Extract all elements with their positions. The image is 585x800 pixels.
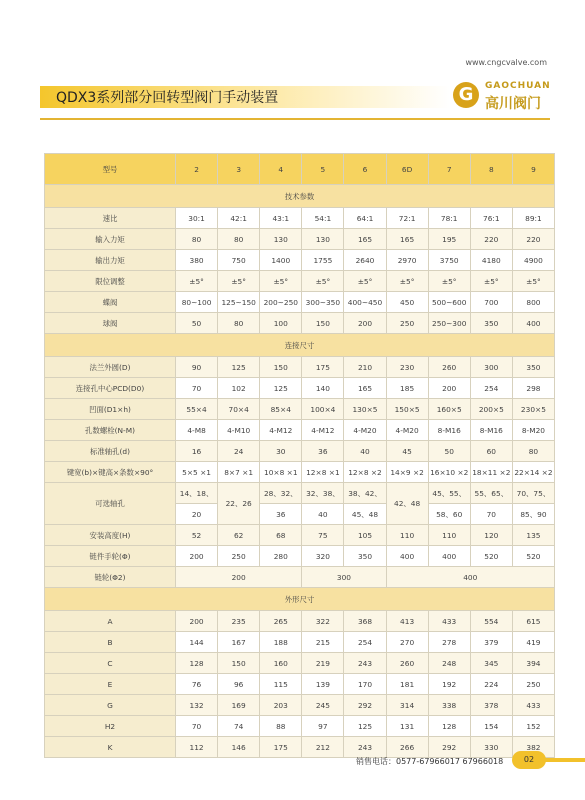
table-cell: 8-M20 (512, 420, 554, 441)
column-header: 5 (302, 154, 344, 185)
table-cell: 45 (386, 441, 428, 462)
table-cell: 4-M12 (260, 420, 302, 441)
table-cell: 200 (344, 313, 386, 334)
table-cell: 2970 (386, 250, 428, 271)
table-cell: 2640 (344, 250, 386, 271)
table-cell: 254 (470, 378, 512, 399)
table-cell: 400 (428, 546, 470, 567)
table-cell: 30 (260, 441, 302, 462)
table-cell: 28、32、 (260, 483, 302, 504)
table-cell: 12×8 ×2 (344, 462, 386, 483)
table-cell: ±5° (512, 271, 554, 292)
table-row (45, 154, 555, 185)
table-cell: 60 (470, 441, 512, 462)
table-cell: 130 (302, 229, 344, 250)
table-cell: 90 (176, 357, 218, 378)
table-cell: 32、38、 (302, 483, 344, 504)
table-cell: 165 (344, 378, 386, 399)
row-label: E (45, 674, 176, 695)
table-cell: 167 (218, 632, 260, 653)
table-cell: 260 (386, 653, 428, 674)
row-label: 可选轴孔 (45, 483, 176, 525)
table-cell: 378 (470, 695, 512, 716)
row-label: 链轮(Φ2) (45, 567, 176, 588)
table-cell: 102 (218, 378, 260, 399)
table-cell: 200 (176, 611, 218, 632)
divider (40, 118, 550, 120)
table-cell: 55、65、 (470, 483, 512, 504)
table-cell: 52 (176, 525, 218, 546)
table-cell: 42:1 (218, 208, 260, 229)
table-cell: 170 (344, 674, 386, 695)
table-cell: 140 (302, 378, 344, 399)
table-cell: 160×5 (428, 399, 470, 420)
table-row (45, 399, 555, 420)
column-header: 6 (344, 154, 386, 185)
table-cell: 300 (302, 567, 386, 588)
table-cell: 300~350 (302, 292, 344, 313)
table-row (45, 588, 555, 611)
row-label: C (45, 653, 176, 674)
table-row (45, 653, 555, 674)
table-cell: 175 (302, 357, 344, 378)
table-cell: 89:1 (512, 208, 554, 229)
table-cell: 45、48 (344, 504, 386, 525)
table-cell: 128 (176, 653, 218, 674)
table-cell: 4-M8 (176, 420, 218, 441)
table-cell: 68 (260, 525, 302, 546)
table-cell: 22×14 ×2 (512, 462, 554, 483)
column-header-model: 型号 (45, 154, 176, 185)
table-cell: 40 (344, 441, 386, 462)
table-cell: 254 (344, 632, 386, 653)
table-cell: 8-M16 (428, 420, 470, 441)
table-cell: 88 (260, 716, 302, 737)
table-cell: 100×4 (302, 399, 344, 420)
table-cell: 248 (428, 653, 470, 674)
table-cell: ±5° (218, 271, 260, 292)
row-label: 链件手轮(Φ) (45, 546, 176, 567)
table-cell: 74 (218, 716, 260, 737)
table-cell: ±5° (176, 271, 218, 292)
table-cell: 4-M20 (344, 420, 386, 441)
table-cell: 144 (176, 632, 218, 653)
table-cell: 14×9 ×2 (386, 462, 428, 483)
table-cell: 4-M12 (302, 420, 344, 441)
spec-table (44, 153, 555, 758)
table-cell: 125~150 (218, 292, 260, 313)
row-label: 安装高度(H) (45, 525, 176, 546)
table-cell: 250~300 (428, 313, 470, 334)
table-row (45, 525, 555, 546)
table-cell: 243 (344, 737, 386, 758)
table-row (45, 483, 555, 504)
table-cell: ±5° (302, 271, 344, 292)
table-cell: 58、60 (428, 504, 470, 525)
table-cell: 278 (428, 632, 470, 653)
table-cell: 62 (218, 525, 260, 546)
row-label: 标准轴孔(d) (45, 441, 176, 462)
table-cell: 20 (176, 504, 218, 525)
table-cell: 80 (512, 441, 554, 462)
table-cell: 4180 (470, 250, 512, 271)
table-cell: 24 (218, 441, 260, 462)
table-row (45, 462, 555, 483)
table-cell: 125 (218, 357, 260, 378)
table-cell: ±5° (344, 271, 386, 292)
table-cell: 76 (176, 674, 218, 695)
table-cell: 70、75、 (512, 483, 554, 504)
table-cell: 419 (512, 632, 554, 653)
table-cell: 181 (386, 674, 428, 695)
table-cell: 500~600 (428, 292, 470, 313)
row-label: H2 (45, 716, 176, 737)
table-row (45, 357, 555, 378)
table-cell: 298 (512, 378, 554, 399)
table-cell: 150 (302, 313, 344, 334)
table-cell: 520 (470, 546, 512, 567)
table-cell: 320 (302, 546, 344, 567)
table-cell: 400 (386, 567, 554, 588)
table-cell: 40 (302, 504, 344, 525)
table-cell: 250 (218, 546, 260, 567)
table-cell: 22、26 (218, 483, 260, 525)
table-cell: ±5° (428, 271, 470, 292)
table-cell: 70 (176, 378, 218, 399)
table-cell: 200~250 (260, 292, 302, 313)
table-cell: 380 (176, 250, 218, 271)
table-row (45, 674, 555, 695)
table-cell: 152 (512, 716, 554, 737)
column-header: 2 (176, 154, 218, 185)
column-header: 6D (386, 154, 428, 185)
table-cell: 433 (428, 611, 470, 632)
table-cell: 45、55、 (428, 483, 470, 504)
table-cell: 750 (218, 250, 260, 271)
table-cell: 150 (218, 653, 260, 674)
page-number: 02 (512, 751, 546, 769)
row-label: 键宽(b)×键高×条数×90° (45, 462, 176, 483)
table-cell: 96 (218, 674, 260, 695)
table-cell: 70 (470, 504, 512, 525)
table-cell: 219 (302, 653, 344, 674)
table-row (45, 632, 555, 653)
table-cell: 165 (344, 229, 386, 250)
table-cell: 36 (260, 504, 302, 525)
table-cell: 125 (344, 716, 386, 737)
table-cell: 292 (344, 695, 386, 716)
table-cell: 350 (512, 357, 554, 378)
table-cell: 300 (470, 357, 512, 378)
table-row (45, 313, 555, 334)
table-cell: 5×5 ×1 (176, 462, 218, 483)
table-cell: 314 (386, 695, 428, 716)
table-cell: 379 (470, 632, 512, 653)
table-row (45, 229, 555, 250)
table-cell: 243 (344, 653, 386, 674)
row-label: 球阀 (45, 313, 176, 334)
table-cell: 160 (260, 653, 302, 674)
table-cell: 125 (260, 378, 302, 399)
brand-logo (449, 78, 559, 114)
table-cell: 131 (386, 716, 428, 737)
footer-bar (545, 758, 585, 762)
table-cell: 110 (428, 525, 470, 546)
table-cell: 382 (512, 737, 554, 758)
section-header: 连接尺寸 (45, 334, 555, 357)
row-label: 孔数螺栓(N-M) (45, 420, 176, 441)
table-cell: 112 (176, 737, 218, 758)
table-cell: 150 (260, 357, 302, 378)
table-cell: 76:1 (470, 208, 512, 229)
table-cell: 132 (176, 695, 218, 716)
table-row (45, 695, 555, 716)
column-header: 9 (512, 154, 554, 185)
table-row (45, 250, 555, 271)
table-cell: 800 (512, 292, 554, 313)
table-cell: 413 (386, 611, 428, 632)
column-header: 8 (470, 154, 512, 185)
table-cell: 3750 (428, 250, 470, 271)
row-label: G (45, 695, 176, 716)
section-header: 技术参数 (45, 185, 555, 208)
table-cell: 4900 (512, 250, 554, 271)
table-cell: 292 (428, 737, 470, 758)
table-cell: 8-M16 (470, 420, 512, 441)
table-cell: 55×4 (176, 399, 218, 420)
table-row (45, 441, 555, 462)
row-label: 凹面(D1×h) (45, 399, 176, 420)
table-cell: 338 (428, 695, 470, 716)
table-cell: 128 (428, 716, 470, 737)
table-cell: 235 (218, 611, 260, 632)
brand-name-cn: 高川阀门 (485, 96, 541, 112)
table-row (45, 611, 555, 632)
table-cell: 42、48 (386, 483, 428, 525)
table-cell: 85、90 (512, 504, 554, 525)
table-cell: 18×11 ×2 (470, 462, 512, 483)
table-cell: 450 (386, 292, 428, 313)
row-label: A (45, 611, 176, 632)
table-cell: 64:1 (344, 208, 386, 229)
table-row (45, 420, 555, 441)
table-cell: 203 (260, 695, 302, 716)
row-label: 速比 (45, 208, 176, 229)
table-cell: 169 (218, 695, 260, 716)
row-label: 法兰外圆(D) (45, 357, 176, 378)
table-cell: 12×8 ×1 (302, 462, 344, 483)
table-cell: 700 (470, 292, 512, 313)
table-cell: 230 (386, 357, 428, 378)
table-cell: 368 (344, 611, 386, 632)
table-cell: 70×4 (218, 399, 260, 420)
table-cell: 38、42、 (344, 483, 386, 504)
page-title: QDX3系列部分回转型阀门手动装置 (56, 90, 279, 106)
table-cell: ±5° (470, 271, 512, 292)
table-cell: 175 (260, 737, 302, 758)
row-label: 蝶阀 (45, 292, 176, 313)
table-cell: 230×5 (512, 399, 554, 420)
table-cell: 150×5 (386, 399, 428, 420)
table-row (45, 737, 555, 758)
table-cell: 270 (386, 632, 428, 653)
table-cell: 250 (386, 313, 428, 334)
table-row (45, 378, 555, 399)
table-row (45, 185, 555, 208)
table-cell: 4-M10 (218, 420, 260, 441)
column-header: 7 (428, 154, 470, 185)
table-cell: 265 (260, 611, 302, 632)
table-cell: 520 (512, 546, 554, 567)
table-cell: 215 (302, 632, 344, 653)
table-cell: 330 (470, 737, 512, 758)
table-cell: 350 (344, 546, 386, 567)
row-label: 输入力矩 (45, 229, 176, 250)
table-cell: 105 (344, 525, 386, 546)
table-cell: 50 (176, 313, 218, 334)
table-cell: 135 (512, 525, 554, 546)
table-row (45, 567, 555, 588)
table-cell: 224 (470, 674, 512, 695)
table-row (45, 334, 555, 357)
table-cell: 50 (428, 441, 470, 462)
table-cell: 70 (176, 716, 218, 737)
sales-phone: 销售电话：0577-67966017 67966018 (356, 757, 504, 766)
row-label: 输出力矩 (45, 250, 176, 271)
table-cell: 30:1 (176, 208, 218, 229)
table-cell: 85×4 (260, 399, 302, 420)
table-cell: 80 (176, 229, 218, 250)
table-cell: 80 (218, 313, 260, 334)
table-cell: 130×5 (344, 399, 386, 420)
table-cell: 97 (302, 716, 344, 737)
table-row (45, 292, 555, 313)
section-header: 外形尺寸 (45, 588, 555, 611)
table-cell: 400~450 (344, 292, 386, 313)
column-header: 4 (260, 154, 302, 185)
table-cell: 260 (428, 357, 470, 378)
row-label: B (45, 632, 176, 653)
table-cell: 80 (218, 229, 260, 250)
table-cell: 188 (260, 632, 302, 653)
table-cell: 220 (512, 229, 554, 250)
brand-name-en: GAOCHUAN (485, 81, 551, 91)
table-cell: 36 (302, 441, 344, 462)
table-row (45, 546, 555, 567)
table-row (45, 271, 555, 292)
table-cell: 139 (302, 674, 344, 695)
table-cell: 220 (470, 229, 512, 250)
table-cell: 80~100 (176, 292, 218, 313)
table-cell: 200 (428, 378, 470, 399)
table-cell: 115 (260, 674, 302, 695)
table-cell: ±5° (386, 271, 428, 292)
table-cell: 4-M20 (386, 420, 428, 441)
row-label: K (45, 737, 176, 758)
table-cell: 210 (344, 357, 386, 378)
table-cell: 322 (302, 611, 344, 632)
table-cell: 1755 (302, 250, 344, 271)
table-cell: 350 (470, 313, 512, 334)
table-row (45, 716, 555, 737)
table-cell: 130 (260, 229, 302, 250)
table-cell: 200 (176, 567, 302, 588)
table-cell: 266 (386, 737, 428, 758)
table-cell: 245 (302, 695, 344, 716)
website-url: www.cngcvalve.com (465, 58, 547, 67)
table-cell: 280 (260, 546, 302, 567)
table-cell: 394 (512, 653, 554, 674)
table-cell: 400 (512, 313, 554, 334)
table-cell: 78:1 (428, 208, 470, 229)
table-cell: 154 (470, 716, 512, 737)
row-label: 限位调整 (45, 271, 176, 292)
table-cell: 43:1 (260, 208, 302, 229)
table-cell: 100 (260, 313, 302, 334)
table-cell: 10×8 ×1 (260, 462, 302, 483)
table-cell: 192 (428, 674, 470, 695)
table-cell: 195 (428, 229, 470, 250)
table-cell: 212 (302, 737, 344, 758)
table-cell: 165 (386, 229, 428, 250)
table-cell: 110 (386, 525, 428, 546)
table-cell: 75 (302, 525, 344, 546)
table-cell: 615 (512, 611, 554, 632)
table-cell: 16 (176, 441, 218, 462)
table-cell: 54:1 (302, 208, 344, 229)
column-header: 3 (218, 154, 260, 185)
table-cell: 120 (470, 525, 512, 546)
table-cell: 433 (512, 695, 554, 716)
table-cell: 16×10 ×2 (428, 462, 470, 483)
table-cell: 1400 (260, 250, 302, 271)
table-cell: 185 (386, 378, 428, 399)
logo-letter: G (458, 84, 474, 105)
table-row (45, 208, 555, 229)
table-cell: 72:1 (386, 208, 428, 229)
table-cell: 8×7 ×1 (218, 462, 260, 483)
table-cell: 250 (512, 674, 554, 695)
row-label: 连接孔中心PCD(D0) (45, 378, 176, 399)
table-cell: ±5° (260, 271, 302, 292)
table-cell: 14、18、 (176, 483, 218, 504)
table-cell: 554 (470, 611, 512, 632)
table-cell: 400 (386, 546, 428, 567)
table-cell: 345 (470, 653, 512, 674)
table-cell: 146 (218, 737, 260, 758)
table-cell: 200×5 (470, 399, 512, 420)
table-cell: 200 (176, 546, 218, 567)
